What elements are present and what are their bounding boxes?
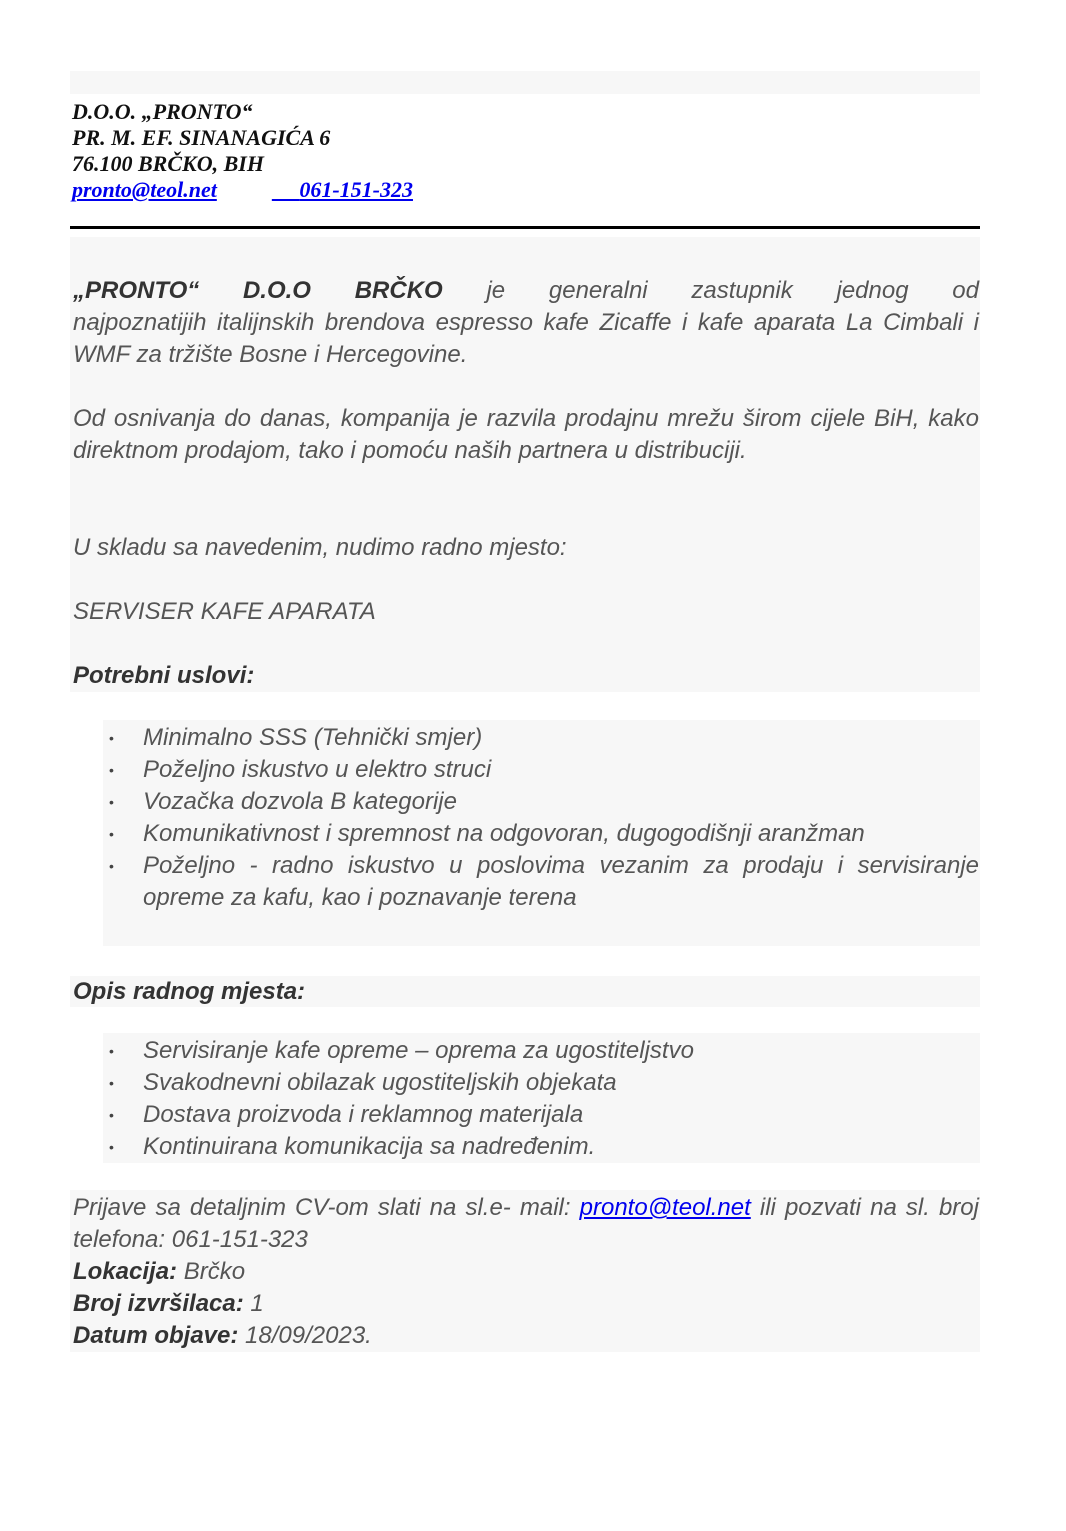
count-label: Broj izvršilaca:: [73, 1290, 244, 1317]
apply-paragraph: [73, 1192, 979, 1256]
header-top-shade: [70, 71, 980, 94]
contact-line: [72, 177, 978, 203]
requirement-text: Minimalno SSS (Tehnički smjer): [143, 724, 483, 751]
list-item: [103, 818, 979, 850]
apply-email-link[interactable]: pronto@teol.net: [579, 1194, 751, 1221]
description-text: Servisiranje kafe opreme – oprema za ugostiteljstvo: [143, 1037, 694, 1064]
requirement-text: Poželjno iskustvo u elektro struci: [143, 756, 492, 783]
apply-text-before: Prijave sa detaljnim CV-om slati na sl.e- mail:: [73, 1194, 571, 1221]
list-item: [103, 754, 979, 786]
company-city: 76.100 BRČKO, BIH: [72, 151, 264, 176]
description-list: [103, 1035, 979, 1163]
description-text: Svakodnevni obilazak ugostiteljskih objekata: [143, 1069, 617, 1096]
location-line: [73, 1256, 979, 1288]
list-item: [103, 1131, 979, 1163]
intro-paragraph: [73, 275, 979, 371]
intro-rest: najpoznatijih italijnskih brendova espresso kafe Zicaffe i kafe aparata La Cimbali i WMF za tržište Bosne i Hercegovine.: [73, 309, 979, 368]
job-offer-text: U skladu sa navedenim, nudimo radno mjesto:: [73, 534, 567, 561]
list-item: [103, 850, 979, 914]
header-email-link[interactable]: pronto@teol.net: [72, 177, 217, 202]
requirements-list: [103, 722, 979, 914]
apply-text-after: ili pozvati na sl. broj telefona: 061-151-323: [73, 1194, 979, 1253]
list-item: [103, 722, 979, 754]
requirement-text: Poželjno - radno iskustvo u poslovima vezanim za prodaju i servisiranje opreme za kafu, kao i poznavanje terena: [143, 852, 979, 911]
list-item: [103, 786, 979, 818]
description-heading: Opis radnog mjesta:: [73, 978, 306, 1005]
intro-first-line: [73, 275, 979, 307]
list-item: [103, 1099, 979, 1131]
company-name: D.O.O. „PRONTO“: [72, 99, 253, 124]
bullet-icon: •: [109, 1043, 114, 1059]
bullet-icon: •: [109, 1075, 114, 1091]
date-line: [73, 1320, 979, 1352]
requirements-heading: Potrebni uslovi:: [73, 662, 255, 689]
intro-company-name: „PRONTO“ D.O.O BRČKO: [73, 277, 443, 304]
company-street: PR. M. EF. SINANAGIĆA 6: [72, 125, 331, 150]
count-line: [73, 1288, 979, 1320]
bullet-icon: •: [109, 794, 114, 810]
list-item: [103, 1035, 979, 1067]
bullet-icon: •: [109, 826, 114, 842]
description-text: Dostava proizvoda i reklamnog materijala: [143, 1101, 584, 1128]
list-item: [103, 1067, 979, 1099]
bullet-icon: •: [109, 730, 114, 746]
intro-first-line-text: je generalni zastupnik jednog od: [486, 277, 980, 304]
letterhead: [72, 99, 978, 203]
bullet-icon: •: [109, 858, 114, 874]
company-history-paragraph: Od osnivanja do danas, kompanija je razvila prodajnu mrežu širom cijele BiH, kako direktnom prodajom, tako i pomoću naših partnera u distribuciji.: [73, 405, 979, 464]
bullet-icon: •: [109, 1139, 114, 1155]
description-text: Kontinuirana komunikacija sa nadređenim.: [143, 1133, 596, 1160]
location-value: Brčko: [183, 1258, 246, 1285]
header-phone-link[interactable]: [272, 177, 413, 203]
count-value: 1: [250, 1290, 264, 1317]
date-label: Datum objave:: [73, 1322, 239, 1349]
requirement-text: Vozačka dozvola B kategorije: [143, 788, 457, 815]
date-value: 18/09/2023.: [245, 1322, 372, 1349]
header-divider: [70, 226, 980, 229]
location-label: Lokacija:: [73, 1258, 178, 1285]
bullet-icon: •: [109, 1107, 114, 1123]
header-phone-number: 061-151-323: [299, 177, 413, 202]
position-title: SERVISER KAFE APARATA: [73, 598, 376, 625]
bullet-icon: •: [109, 762, 114, 778]
requirement-text: Komunikativnost i spremnost na odgovoran, dugogodišnji aranžman: [143, 820, 865, 847]
